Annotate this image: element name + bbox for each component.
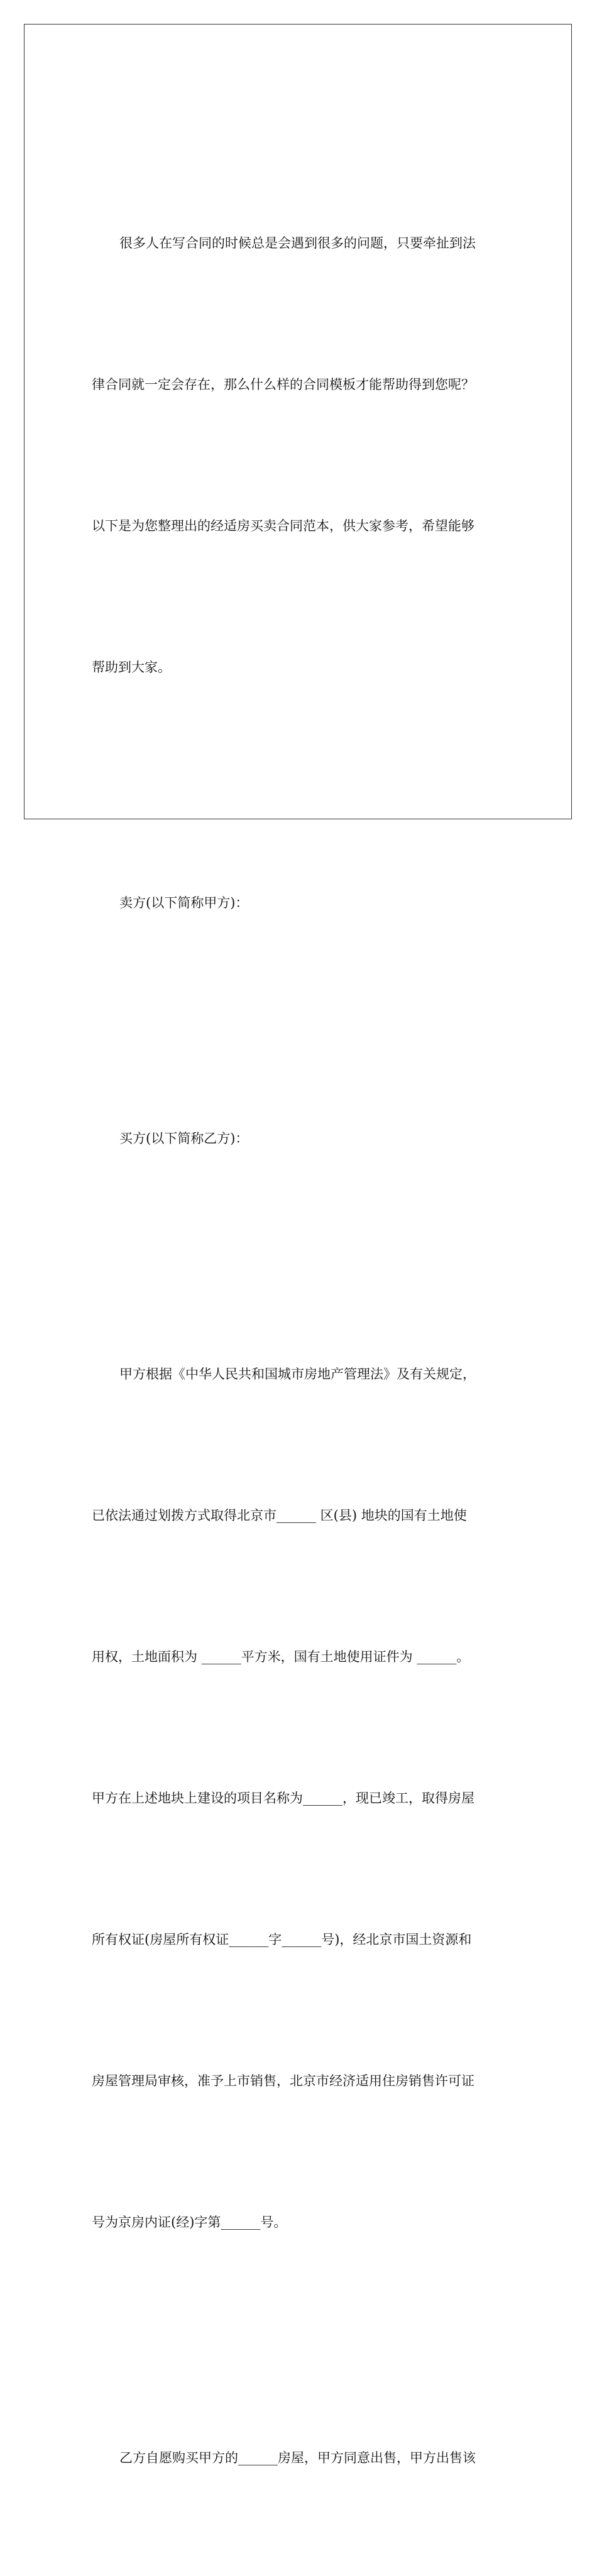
text-line: 号为京房内证(经)字第______号。 bbox=[92, 2215, 287, 2230]
paragraph-purchase bbox=[92, 2340, 507, 2576]
text-line: 帮助到大家。 bbox=[92, 660, 171, 675]
text-line: 律合同就一定会存在，那么什么样的合同模板才能帮助得到您呢？ bbox=[92, 377, 474, 392]
text-line: 买方(以下简称乙方)： bbox=[119, 1131, 249, 1146]
text-line: 甲方根据《中华人民共和国城市房地产管理法》及有关规定， bbox=[119, 1367, 476, 1382]
text-line: 用权，土地面积为 ______平方米，国有土地使用证件为 ______。 bbox=[92, 1649, 470, 1664]
paragraph-intro bbox=[92, 126, 507, 785]
text-line: 乙方自愿购买甲方的______房屋，甲方同意出售，甲方出售该 bbox=[119, 2450, 476, 2465]
text-line: 很多人在写合同的时候总是会遇到很多的问题，只要牵扯到法 bbox=[119, 236, 476, 251]
text-line: 所有权证(房屋所有权证______字______号)，经北京市国土资源和 bbox=[92, 1932, 472, 1947]
text-line: 卖方(以下简称甲方)： bbox=[119, 895, 249, 910]
paragraph-terms bbox=[92, 1257, 507, 2340]
text-line: 甲方在上述地块上建设的项目名称为______，现已竣工，取得房屋 bbox=[92, 1791, 474, 1806]
text-line: 房屋管理局审核，准予上市销售，北京市经济适用住房销售许可证 bbox=[92, 2073, 474, 2088]
document-body bbox=[92, 126, 507, 2576]
text-line: 以下是为您整理出的经适房买卖合同范本，供大家参考，希望能够 bbox=[92, 518, 474, 533]
paragraph-buyer bbox=[92, 1021, 507, 1257]
text-line: 已依法通过划拨方式取得北京市______ 区(县) 地块的国有土地使 bbox=[92, 1508, 467, 1523]
paragraph-seller bbox=[92, 785, 507, 1021]
